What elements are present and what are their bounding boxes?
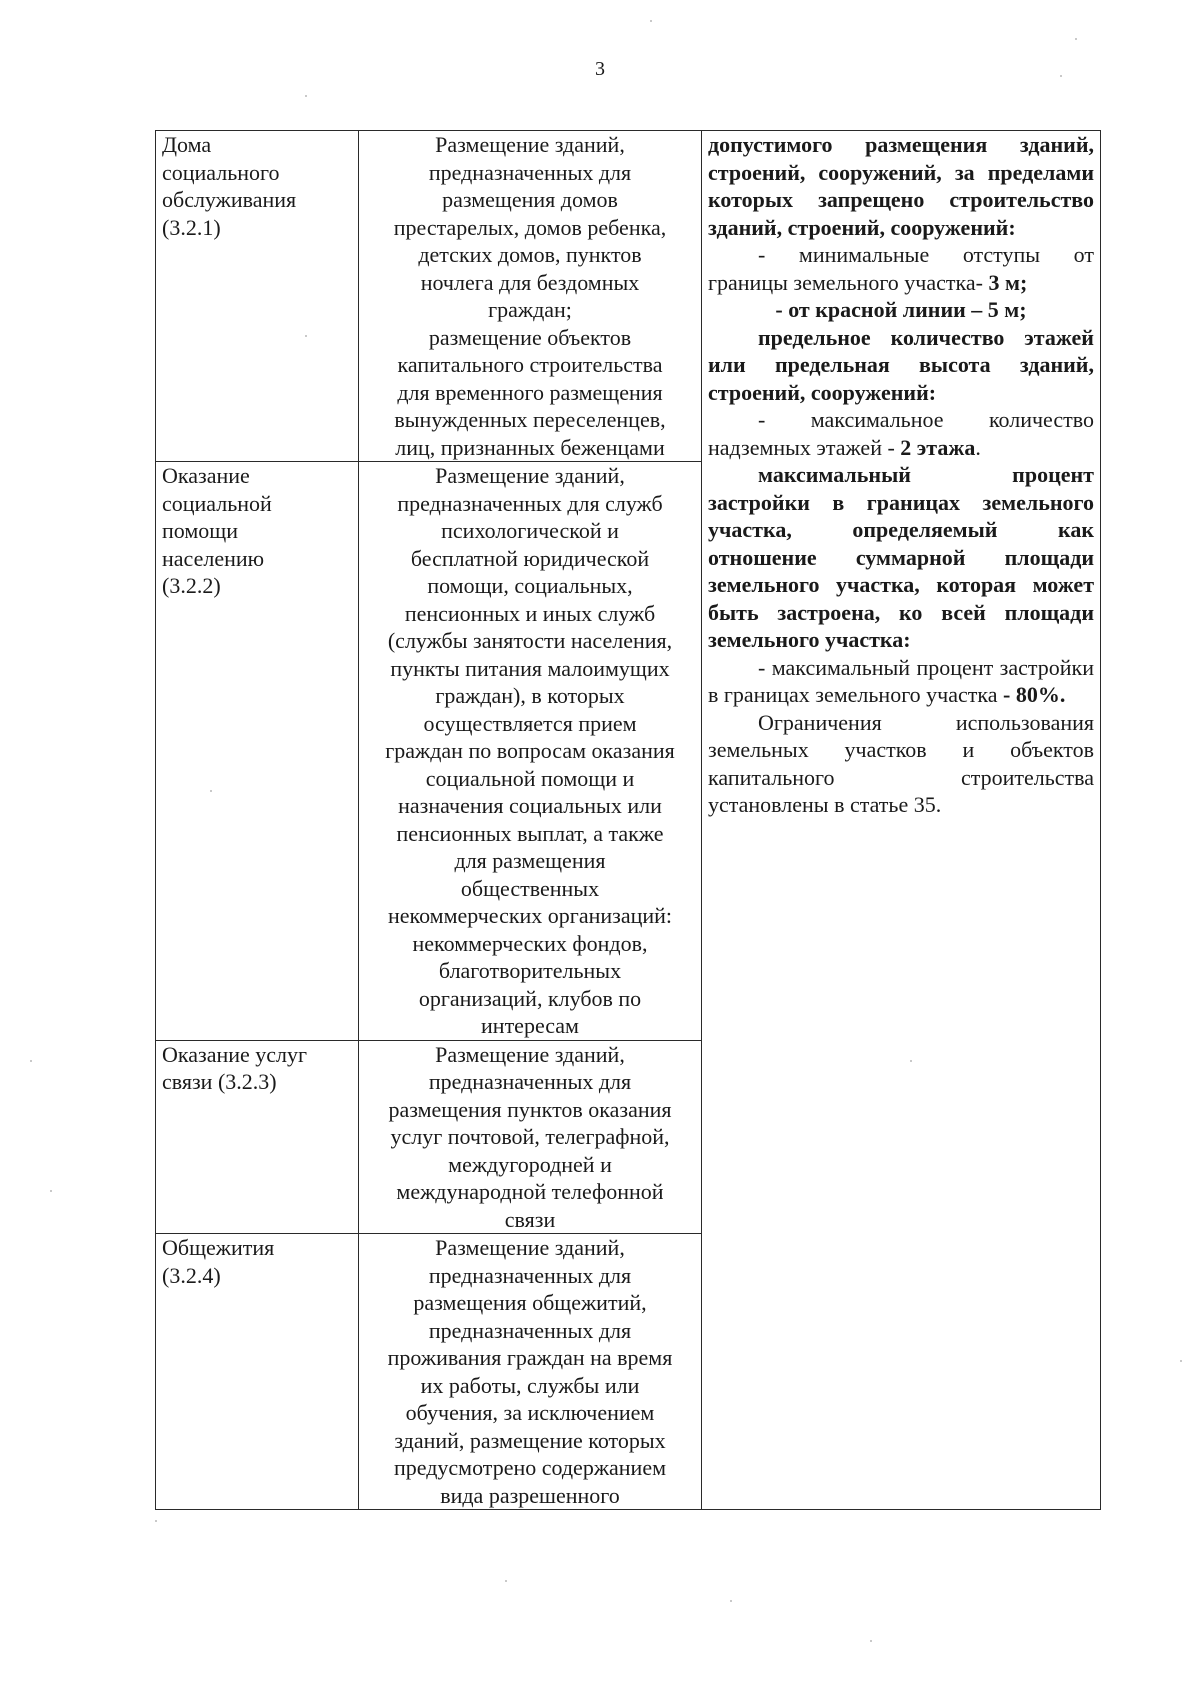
description-line: предназначенных для — [428, 159, 632, 185]
name-line: (3.2.2) — [162, 573, 221, 598]
name-line: (3.2.1) — [162, 214, 221, 240]
description-line: предназначенных для служб — [397, 490, 663, 516]
land-use-description-cell — [359, 462, 702, 1041]
description-line: размещения общежитий, — [413, 1290, 647, 1315]
coverage-heading: максимальный процент застройки в границах земельного участка, определяемый как отношение суммарной площади земельного участка, которая может быть застроена, ко всей площади земельного участка: — [708, 462, 1094, 652]
name-line: помощи — [162, 518, 238, 543]
description-line: междугородней и — [448, 1151, 612, 1177]
min-setback-boundary — [708, 241, 1094, 296]
land-use-description-cell — [359, 1040, 702, 1234]
description-line: бесплатной юридической — [410, 545, 650, 571]
max-coverage — [708, 654, 1094, 709]
name-line: социальной — [162, 490, 272, 516]
description-line: зданий, размещение которых — [394, 1427, 666, 1453]
description-line: Размещение зданий, — [435, 1041, 625, 1067]
restrictions-note: Ограничения использования земельных участков и объектов капитального строительства установлены в статье 35. — [708, 709, 1094, 817]
description-line: вынужденных переселенцев, — [394, 407, 666, 432]
name-line: социального — [162, 159, 280, 185]
description-line: предусмотрено содержанием — [393, 1455, 667, 1480]
description-line: связи — [504, 1206, 556, 1232]
description-line: Размещение зданий, — [435, 463, 625, 488]
name-line: Оказание — [162, 463, 250, 488]
description-line: предназначенных для — [428, 1262, 632, 1288]
name-line: (3.2.4) — [162, 1262, 221, 1288]
description-line: обучения, за исключением — [405, 1400, 655, 1425]
description-line: осуществляется прием — [423, 710, 637, 736]
max-floors — [708, 406, 1094, 461]
description-line: международной телефонной — [396, 1179, 664, 1204]
description-line: пенсионных выплат, а также — [396, 820, 664, 846]
description-line: услуг почтовой, телеграфной, — [390, 1124, 670, 1149]
value: 2 этажа — [894, 434, 976, 460]
land-use-description-cell — [359, 1234, 702, 1510]
table-row — [156, 131, 1101, 462]
name-line: Дома — [162, 132, 212, 157]
description-line: пенсионных и иных служб — [404, 600, 656, 626]
description-line: вида разрешенного — [440, 1482, 620, 1508]
description-line: интересам — [481, 1013, 579, 1038]
description-line: некоммерческих фондов, — [412, 930, 648, 956]
land-use-name-cell — [156, 1234, 359, 1510]
land-use-table — [155, 130, 1101, 1510]
land-use-name-cell — [156, 462, 359, 1041]
description-line: лиц, признанных беженцами — [395, 434, 665, 460]
description-line: пункты питания малоимущих — [390, 655, 670, 681]
land-use-name-cell — [156, 131, 359, 462]
description-line: размещения пунктов оказания — [388, 1096, 672, 1122]
description-line: детских домов, пунктов — [418, 242, 642, 267]
name-line: связи (3.2.3) — [162, 1069, 277, 1094]
name-line: обслуживания — [162, 187, 297, 212]
description-line: предназначенных для — [428, 1069, 632, 1094]
description-line: их работы, службы или — [420, 1372, 640, 1398]
description-line: размещение объектов — [428, 324, 632, 350]
description-line: (службы занятости населения, — [387, 628, 673, 653]
description-line: граждан по вопросам оказания — [385, 738, 675, 763]
value: - 80%. — [997, 682, 1066, 707]
description-line: для временного размещения — [397, 379, 663, 405]
text: - минимальные отступы от границы земельного участка- — [708, 242, 1094, 295]
text: - максимальный процент застройки в границах земельного участка — [708, 654, 1094, 707]
description-line: проживания граждан на время — [387, 1345, 673, 1370]
description-line: помощи, социальных, — [427, 573, 633, 598]
floors-heading: предельное количество этажей или предельная высота зданий, строений, сооружений: — [708, 324, 1094, 405]
description-line: ночлега для бездомных — [420, 269, 640, 295]
name-line: Общежития — [162, 1235, 275, 1260]
name-line: Оказание услуг — [162, 1041, 308, 1067]
value: 3 м; — [982, 269, 1028, 295]
description-line: предназначенных для — [428, 1317, 632, 1343]
description-line: размещения домов — [442, 187, 618, 212]
description-line: Размещение зданий, — [435, 1235, 625, 1260]
land-use-name-cell — [156, 1040, 359, 1234]
description-line: капитального строительства — [397, 352, 663, 377]
description-line: некоммерческих организаций: — [387, 903, 673, 928]
description-line: граждан), в которых — [435, 683, 625, 708]
land-use-description-cell — [359, 131, 702, 462]
description-line: Размещение зданий, — [435, 132, 625, 157]
description-line: назначения социальных или — [398, 793, 662, 818]
description-line: общественных — [460, 875, 600, 901]
description-line: психологической и — [441, 518, 619, 543]
min-setback-red-line: - от красной линии – 5 м; — [775, 297, 1027, 322]
description-line: социальной помощи и — [425, 765, 635, 791]
description-line: организаций, клубов по — [418, 985, 642, 1011]
description-line: благотворительных — [438, 958, 622, 983]
description-line: граждан; — [488, 297, 572, 322]
page-number: 3 — [595, 58, 605, 80]
name-line: населению — [162, 545, 265, 571]
description-line: престарелых, домов ребенка, — [393, 214, 667, 240]
setback-heading: допустимого размещения зданий, строений, сооружений, за пределами которых запрещено строительство зданий, строений, сооружений: — [708, 132, 1094, 240]
description-line: для размещения — [454, 848, 606, 873]
parameters-cell — [702, 131, 1101, 1510]
text: . — [975, 434, 981, 460]
text: - максимальное количество надземных этажей - — [708, 407, 1094, 460]
